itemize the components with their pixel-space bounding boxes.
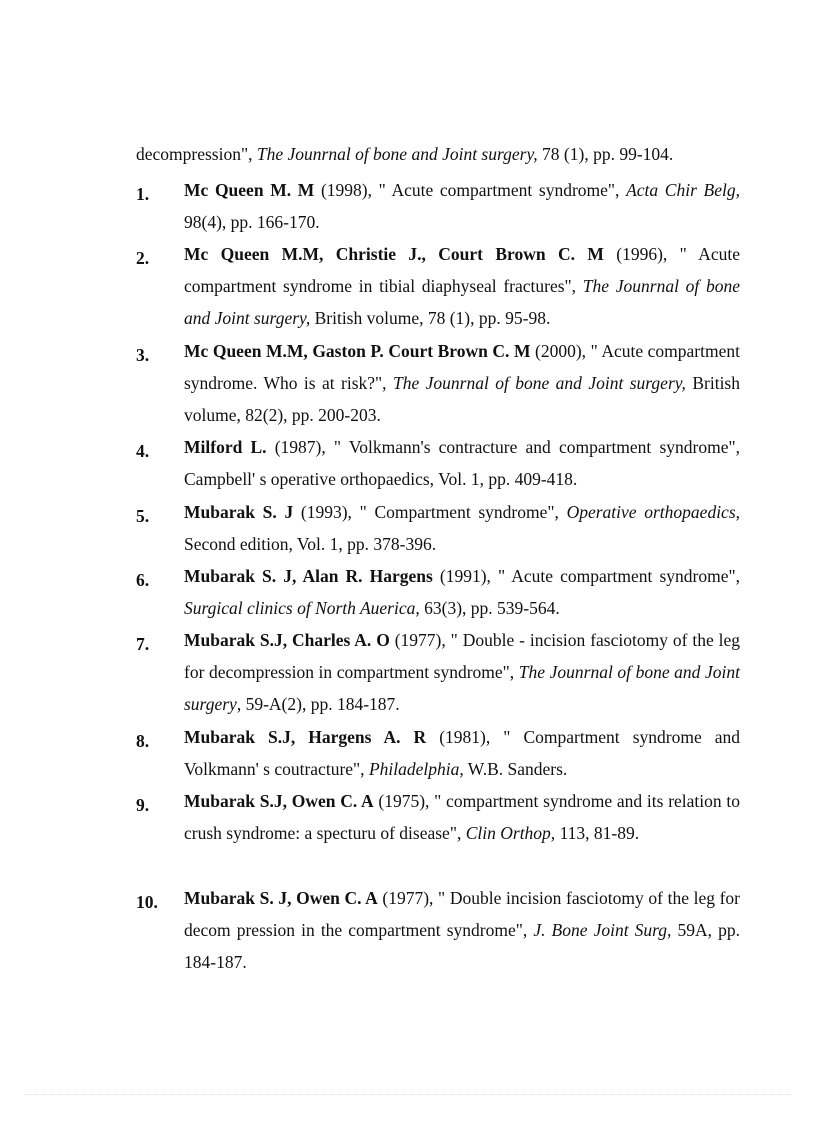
- reference-text: [184, 174, 740, 238]
- reference-year: (1977),: [377, 888, 434, 908]
- reference-details: 98(4), pp. 166-170.: [184, 212, 320, 232]
- reference-number: 2.: [136, 248, 150, 268]
- reference-number: 4.: [136, 441, 150, 461]
- reference-number: 9.: [136, 795, 150, 815]
- reference-year: (1977),: [389, 630, 446, 650]
- reference-title: " Acute compartment syndrome",: [371, 180, 627, 200]
- reference-number: 7.: [136, 634, 150, 654]
- reference-year: (1981),: [426, 727, 491, 747]
- reference-authors: Mubarak S.J, Owen C. A: [184, 791, 374, 811]
- reference-text: [184, 431, 740, 495]
- reference-title: " Acute compartment syndrome in tibial diaphyseal fractures",: [184, 244, 740, 296]
- reference-source: Operative orthopaedics,: [566, 502, 741, 522]
- reference-text: [184, 721, 740, 785]
- reference-year: (1993),: [293, 502, 352, 522]
- reference-title: " Compartment syndrome",: [351, 502, 567, 522]
- reference-item: [136, 624, 740, 720]
- reference-source: Acta Chir Belg,: [626, 180, 740, 200]
- reference-item: [136, 431, 740, 495]
- reference-year: (1987),: [266, 437, 326, 457]
- continuation-text: decompression",: [136, 144, 257, 164]
- reference-item: [136, 238, 740, 334]
- reference-details: 63(3), pp. 539-564.: [419, 598, 560, 618]
- reference-title: " Volkmann's contracture and compartment syndrome",: [325, 437, 741, 457]
- reference-authors: Mubarak S. J, Alan R. Hargens: [184, 566, 433, 586]
- reference-source: Clin Orthop,: [465, 823, 556, 843]
- reference-title: " Acute compartment syndrome. Who is at risk?",: [184, 341, 740, 393]
- reference-authors: Milford L.: [184, 437, 267, 457]
- reference-source: Philadelphia,: [368, 759, 464, 779]
- reference-details: Campbell' s operative orthopaedics, Vol. 1, pp. 409-418.: [184, 469, 578, 489]
- page-bottom-edge: [24, 1094, 792, 1095]
- reference-source: The Jounrnal of bone and Joint surgery,: [392, 373, 686, 393]
- reference-year: (1998),: [314, 180, 372, 200]
- reference-item: [136, 882, 740, 978]
- reference-authors: Mubarak S.J, Hargens A. R: [184, 727, 427, 747]
- reference-year: (2000),: [530, 341, 587, 361]
- reference-item: [136, 560, 740, 624]
- reference-text: [184, 238, 740, 334]
- continuation-source: The Jounrnal of bone and Joint surgery,: [256, 144, 538, 164]
- reference-source: The Jounrnal of bone and Joint surgery,: [184, 276, 740, 328]
- reference-item: [136, 785, 740, 849]
- reference-authors: Mubarak S. J: [184, 502, 294, 522]
- reference-authors: Mubarak S. J, Owen C. A: [184, 888, 378, 908]
- reference-authors: Mc Queen M. M: [184, 180, 315, 200]
- reference-source: J. Bone Joint Surg,: [533, 920, 672, 940]
- reference-text: [184, 496, 740, 560]
- reference-year: (1996),: [603, 244, 668, 264]
- reference-source: The Jounrnal of bone and Joint surgery: [184, 662, 741, 714]
- reference-number: 10.: [136, 892, 158, 912]
- reference-details: 113, 81-89.: [555, 823, 640, 843]
- reference-title: " compartment syndrome and its relation to crush syndrome: a specturu of disease",: [184, 791, 740, 843]
- reference-details: Second edition, Vol. 1, pp. 378-396.: [184, 534, 437, 554]
- reference-continuation: [136, 138, 740, 170]
- reference-authors: Mc Queen M.M, Gaston P. Court Brown C. M: [184, 341, 531, 361]
- reference-year: (1991),: [432, 566, 491, 586]
- reference-title: " Compartment syndrome and Volkmann' s coutracture",: [184, 727, 741, 779]
- reference-text: [184, 785, 740, 849]
- reference-text: [184, 882, 740, 978]
- reference-number: 1.: [136, 184, 150, 204]
- reference-item: [136, 496, 740, 560]
- reference-details: , 59-A(2), pp. 184-187.: [236, 694, 400, 714]
- reference-details: British volume, 78 (1), pp. 95-98.: [310, 308, 551, 328]
- reference-item: [136, 335, 740, 431]
- reference-number: 8.: [136, 731, 150, 751]
- reference-authors: Mc Queen M.M, Christie J., Court Brown C. M: [184, 244, 604, 264]
- reference-authors: Mubarak S.J, Charles A. O: [184, 630, 390, 650]
- reference-number: 5.: [136, 506, 150, 526]
- reference-text: [184, 335, 740, 431]
- reference-details: British volume, 82(2), pp. 200-203.: [184, 373, 740, 425]
- reference-item: [136, 174, 740, 238]
- reference-number: 6.: [136, 570, 150, 590]
- reference-title: " Double - incision fasciotomy of the leg for decompression in compartment syndrome",: [184, 630, 741, 682]
- reference-title: " Double incision fasciotomy of the leg for decom pression in the compartment syndrome",: [184, 888, 741, 940]
- reference-title: " Acute compartment syndrome",: [490, 566, 741, 586]
- continuation-rest: 78 (1), pp. 99-104.: [537, 144, 674, 164]
- reference-text: [184, 624, 740, 720]
- reference-details: W.B. Sanders.: [463, 759, 568, 779]
- reference-item: [136, 721, 740, 785]
- reference-source: Surgical clinics of North Auerica,: [184, 598, 420, 618]
- reference-text: [184, 560, 740, 624]
- reference-year: (1975),: [373, 791, 430, 811]
- reference-number: 3.: [136, 345, 150, 365]
- reference-details: 59A, pp. 184-187.: [184, 920, 740, 972]
